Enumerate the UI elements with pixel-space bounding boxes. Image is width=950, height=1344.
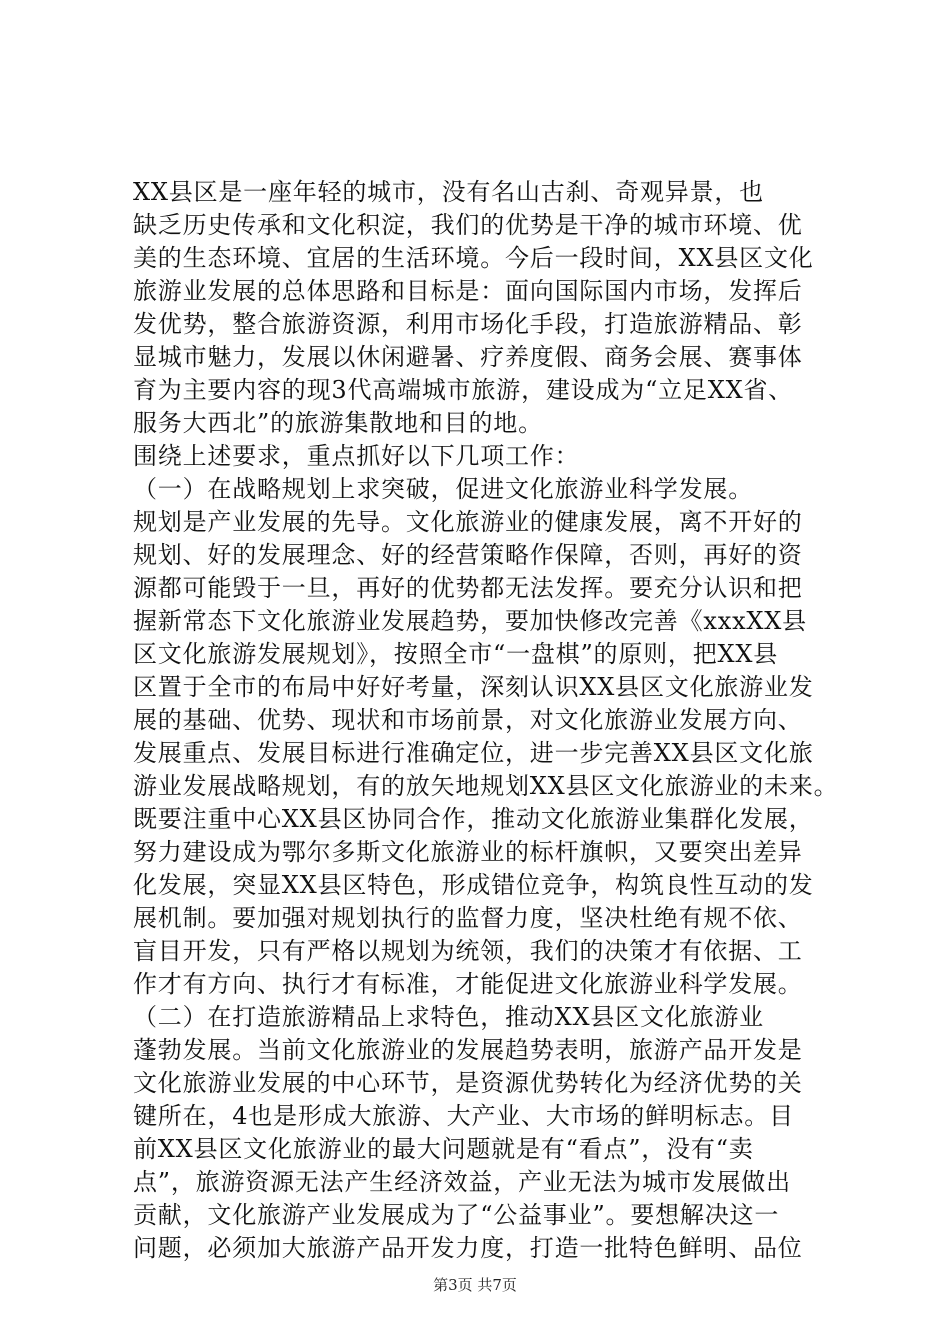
- text-line: 区置于全市的布局中好好考量，深刻认识XX县区文化旅游业发: [133, 673, 814, 701]
- text-line: 贡献，文化旅游产业发展成为了“公益事业”。要想解决这一: [133, 1201, 780, 1229]
- text-line: 美的生态环境、宜居的生活环境。今后一段时间，XX县区文化: [133, 244, 814, 272]
- text-line: 展机制。要加强对规划执行的监督力度，坚决杜绝有规不依、: [133, 904, 803, 932]
- text-line: 育为主要内容的现3代高端城市旅游，建设成为“立足XX省、: [133, 376, 794, 404]
- text-line: 发展重点、发展目标进行准确定位，进一步完善XX县区文化旅: [133, 739, 814, 767]
- text-line: 发优势，整合旅游资源，利用市场化手段，打造旅游精品、彰: [133, 310, 803, 338]
- text-line: 键所在，4也是形成大旅游、大产业、大市场的鲜明标志。目: [133, 1102, 794, 1130]
- text-line: 前XX县区文化旅游业的最大问题就是有“看点”，没有“卖: [133, 1135, 754, 1163]
- text-line: 缺乏历史传承和文化积淀，我们的优势是干净的城市环境、优: [133, 211, 803, 239]
- text-line: 既要注重中心XX县区协同合作，推动文化旅游业集群化发展，: [133, 805, 814, 833]
- text-line: 服务大西北”的旅游集散地和目的地。: [133, 409, 543, 437]
- text-line: 文化旅游业发展的中心环节，是资源优势转化为经济优势的关: [133, 1069, 803, 1097]
- text-line: 规划、好的发展理念、好的经营策略作保障，否则，再好的资: [133, 541, 803, 569]
- text-line: 问题，必须加大旅游产品开发力度，打造一批特色鲜明、品位: [133, 1234, 803, 1262]
- text-line: 围绕上述要求，重点抓好以下几项工作：: [133, 442, 580, 470]
- text-line: 点”，旅游资源无法产生经济效益，产业无法为城市发展做出: [133, 1168, 791, 1196]
- text-line: 规划是产业发展的先导。文化旅游业的健康发展，离不开好的: [133, 508, 803, 536]
- text-line: XX县区是一座年轻的城市，没有名山古刹、奇观异景，也: [133, 178, 764, 206]
- text-line: 化发展，突显XX县区特色，形成错位竞争，构筑良性互动的发: [133, 871, 814, 899]
- text-line: 蓬勃发展。当前文化旅游业的发展趋势表明，旅游产品开发是: [133, 1036, 803, 1064]
- text-line: 握新常态下文化旅游业发展趋势，要加快修改完善《xxxXX县: [133, 607, 807, 635]
- text-line: 努力建设成为鄂尔多斯文化旅游业的标杆旗帜，又要突出差异: [133, 838, 803, 866]
- text-line: 显城市魅力，发展以休闲避暑、疗养度假、商务会展、赛事体: [133, 343, 803, 371]
- document-body: [133, 176, 839, 1265]
- text-line: 游业发展战略规划，有的放矢地规划XX县区文化旅游业的未来。: [133, 772, 839, 800]
- text-line: 展的基础、优势、现状和市场前景，对文化旅游业发展方向、: [133, 706, 803, 734]
- text-line: 盲目开发，只有严格以规划为统领，我们的决策才有依据、工: [133, 937, 803, 965]
- text-line: 旅游业发展的总体思路和目标是：面向国际国内市场，发挥后: [133, 277, 803, 305]
- text-line: （二）在打造旅游精品上求特色，推动XX县区文化旅游业: [133, 1003, 764, 1031]
- text-line: 源都可能毁于一旦，再好的优势都无法发挥。要充分认识和把: [133, 574, 803, 602]
- text-line: 作才有方向、执行才有标准，才能促进文化旅游业科学发展。: [133, 970, 803, 998]
- text-line: 区文化旅游发展规划》，按照全市“一盘棋”的原则，把XX县: [133, 640, 779, 668]
- text-line: （一）在战略规划上求突破，促进文化旅游业科学发展。: [133, 475, 753, 503]
- page-number-footer: 第3页 共7页: [433, 1276, 517, 1294]
